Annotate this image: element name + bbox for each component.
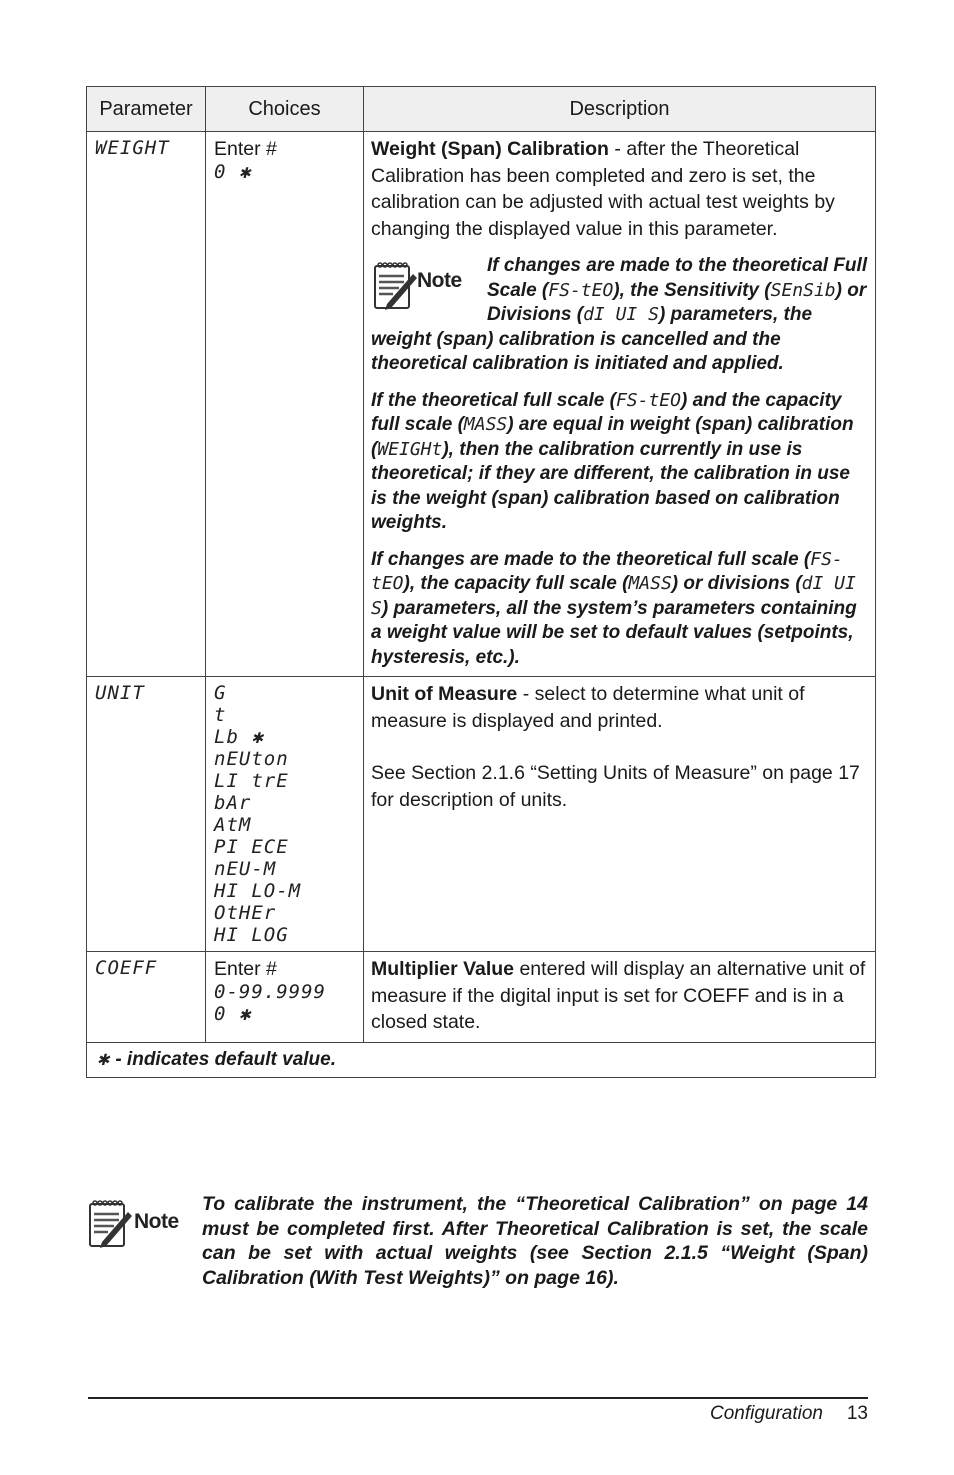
lcd-code: MASS [463,414,508,435]
note-text: ), the capacity full scale ( [403,573,629,594]
description-cell [364,952,876,1043]
choice-item: 0 ✱ [214,1003,252,1025]
note-label: Note [417,269,462,292]
description-para [371,681,868,734]
note-text: ), then the calibration currently in use is theoretical; if they are different, the calibration in use is the weight (span) calibration based on calibration weights. [371,438,850,533]
choice-item: 0-99.9999 [214,981,326,1003]
choice-item: nEU-M [214,858,277,880]
note-badge [86,1194,196,1264]
footnote-row [87,1042,876,1077]
footnote-cell [87,1042,876,1077]
param-cell [87,677,206,952]
notepad-pencil-icon [373,260,417,312]
choice-item: Lb ✱ [214,726,264,748]
note-text: ) are equal in weight (span) calibration ( [371,414,854,460]
table-header-row [87,87,876,132]
lcd-code: FS-tEO [615,389,681,411]
header-description: Description [364,87,876,132]
lcd-code: SEnSib [770,279,836,301]
param-code: WEIGHT [95,137,170,159]
note-badge [371,256,483,326]
description-title: Weight (Span) Calibration [371,138,609,160]
param-cell [87,952,206,1043]
notepad-pencil-icon [88,1198,132,1250]
note-text: If changes are made to the theoretical Full Scale ( [487,255,868,301]
lcd-code: WEIGHt [377,438,443,460]
choice-item: HI LO-M [214,880,302,902]
note-text: ) or Divisions ( [487,279,867,325]
note-text: ) and the capacity full scale ( [371,389,842,435]
choice-item: LI trE [214,770,289,792]
description-para [371,956,868,1036]
parameter-table [86,86,876,1078]
page-number: 13 [846,1403,868,1424]
lcd-code: dI UI S [583,304,659,325]
default-marker: ✱ [97,1045,111,1070]
header-choices: Choices [206,87,364,132]
header-parameter: Parameter [87,87,206,132]
description-extra: See Section 2.1.6 “Setting Units of Measure” on page 17 for description of units. [371,762,860,811]
choice-item: PI ECE [214,836,289,858]
note-text: If the theoretical full scale ( [371,389,616,411]
note-text: ) parameters, all the system’s parameters containing a weight value will be set to default values (setpoints, hysteresis, etc.). [371,597,857,668]
description-title: Unit of Measure [371,683,518,705]
description-cell [364,677,876,952]
lcd-code: MASS [628,573,672,594]
choice-item: Enter # [214,958,277,980]
param-code: COEFF [95,957,158,979]
description-text: - select to determine what unit of measure is displayed and printed. [371,683,805,732]
description-cell [364,132,876,677]
note-paragraph [371,548,868,671]
choice-item: AtM [214,814,252,836]
table-row [87,132,876,677]
footnote-text: - indicates default value. [110,1048,336,1070]
choice-item: G [214,682,227,704]
note-paragraph [371,389,868,536]
description-para [371,136,868,242]
choices-cell [206,132,364,677]
choice-item: nEUton [214,748,289,770]
note-text: To calibrate the instrument, the “Theoretical Calibration” on page 14 must be completed first. After Theoretical Calibration is set, the scale can be set with actual weights (see Section 2.1.5 “Weight (Span) Calibration (With Test Weights)” on page 16). [202,1193,868,1289]
choice-item: Enter # [214,138,277,160]
description-title: Multiplier Value [371,958,515,980]
choice-item: bAr [214,792,252,814]
description-text: - after the Theoretical Calibration has been completed and zero is set, the calibration can be adjusted with actual test weights by changing the displayed value in this parameter. [371,138,835,240]
note-label: Note [134,1210,179,1233]
lcd-code: dI UI S [371,573,856,619]
param-code: UNIT [95,682,145,704]
note-text: ) or divisions ( [671,573,802,594]
choice-item: HI LOG [214,924,289,946]
calibration-note [86,1192,868,1302]
choice-item: t [214,704,227,726]
choices-cell [206,677,364,952]
note-block [371,254,868,377]
footer-divider [88,1397,868,1399]
footer-section: Configuration [709,1403,823,1424]
choices-cell [206,952,364,1043]
note-text: ) parameters, the weight (span) calibration is cancelled and the theoretical calibration is initiated and applied. [371,304,813,374]
note-text: If changes are made to the theoretical full scale ( [371,548,811,570]
table-row [87,677,876,952]
param-cell [87,132,206,677]
table-row [87,952,876,1043]
note-text: ), the Sensitivity ( [613,279,771,301]
choice-item: 0 ✱ [214,161,252,183]
description-text: entered will display an alternative unit of measure if the digital input is set for COEFF and is in a closed state. [371,958,866,1033]
lcd-code: FS-tEO [371,548,843,594]
choice-item: OtHEr [214,902,277,924]
lcd-code: FS-tEO [548,279,614,301]
